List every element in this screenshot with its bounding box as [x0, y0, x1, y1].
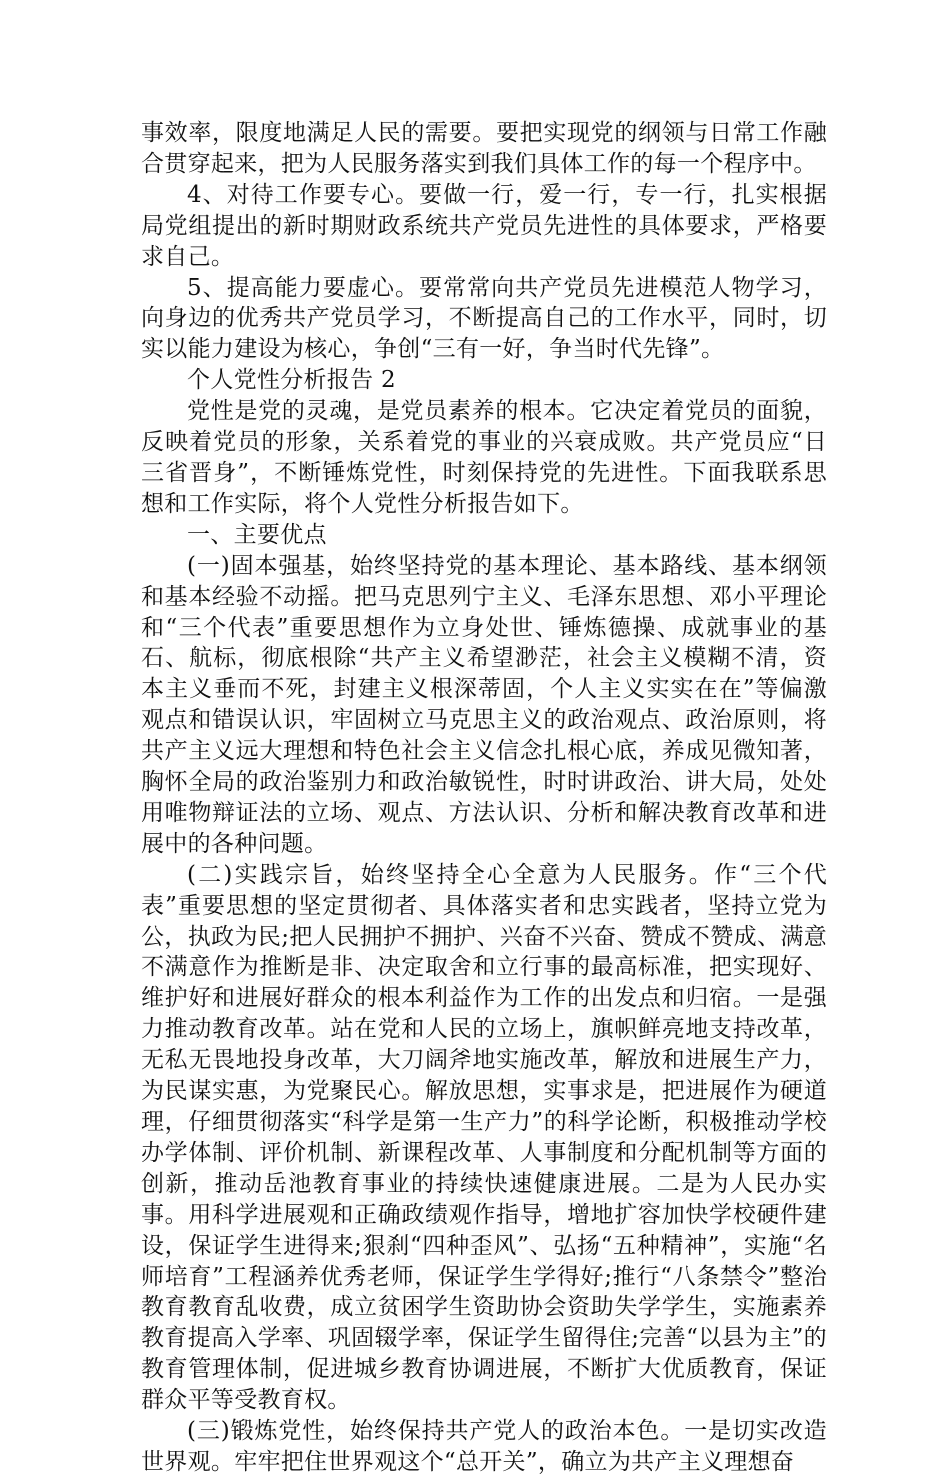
paragraph-point-5: 5、提高能力要虚心。要常常向共产党员先进模范人物学习，向身边的优秀共产党员学习，不断提高自己的工作水平，同时，切实以能力建设为核心，争创“三有一好，争当时代先锋”。 [141, 274, 827, 363]
paragraph-item-1: (一)固本强基，始终坚持党的基本理论、基本路线、基本纲领和基本经验不动摇。把马克思列宁主义、毛泽东思想、邓小平理论和“三个代表”重要思想作为立身处世、锤炼德操、成就事业的基石、航标，彻底根除“共产主义希望渺茫，社会主义模糊不清，资本主义垂而不死，封建主义根深蒂固，个人主义实实在在”等偏激观点和错误认识，牢固树立马克思主义的政治观点、政治原则，将共产主义远大理想和特色社会主义信念扎根心底，养成见微知著，胸怀全局的政治鉴别力和政治敏锐性，时时讲政治、讲大局，处处用唯物辩证法的立场、观点、方法认识、分析和解决教育改革和进展中的各种问题。 [141, 552, 827, 857]
report-title: 个人党性分析报告 2 [187, 367, 396, 394]
section-heading-1: 一、主要优点 [187, 521, 327, 548]
paragraph-continuation: 事效率，限度地满足人民的需要。要把实现党的纲领与日常工作融合贯穿起来，把为人民服务落实到我们具体工作的每一个程序中。 [141, 120, 827, 177]
paragraph-item-3: (三)锻炼党性，始终保持共产党人的政治本色。一是切实改造世界观。牢牢把住世界观这个“总开关”，确立为共产主义理想奋 [141, 1418, 827, 1475]
document-page [141, 118, 827, 1478]
paragraph-item-2: (二)实践宗旨，始终坚持全心全意为人民服务。作“三个代表”重要思想的坚定贯彻者、具体落实者和忠实践者，坚持立党为公，执政为民;把人民拥护不拥护、兴奋不兴奋、赞成不赞成、满意不满意作为推断是非、决定取舍和立行事的最高标准，把实现好、维护好和进展好群众的根本利益作为工作的出发点和归宿。一是强力推动教育改革。站在党和人民的立场上，旗帜鲜亮地支持改革，无私无畏地投身改革，大刀阔斧地实施改革，解放和进展生产力，为民谋实惠，为党聚民心。解放思想，实事求是，把进展作为硬道理，仔细贯彻落实“科学是第一生产力”的科学论断，积极推动学校办学体制、评价机制、新课程改革、人事制度和分配机制等方面的创新，推动岳池教育事业的持续快速健康进展。二是为人民办实事。用科学进展观和正确政绩观作指导，增地扩容加快学校硬件建设，保证学生进得来;狠刹“四种歪风”、弘扬“五种精神”，实施“名师培育”工程涵养优秀老师，保证学生学得好;推行“八条禁令”整治教育教育乱收费，成立贫困学生资助协会资助失学学生，实施素养教育提高入学率、巩固辍学率，保证学生留得住;完善“以县为主”的教育管理体制，促进城乡教育协调进展，不断扩大优质教育，保证群众平等受教育权。 [141, 861, 827, 1414]
paragraph-intro: 党性是党的灵魂，是党员素养的根本。它决定着党员的面貌，反映着党员的形象，关系着党的事业的兴衰成败。共产党员应“日三省晋身”，不断锤炼党性，时刻保持党的先进性。下面我联系思想和工作实际，将个人党性分析报告如下。 [141, 398, 827, 517]
paragraph-point-4: 4、对待工作要专心。要做一行，爱一行，专一行，扎实根据局党组提出的新时期财政系统共产党员先进性的具体要求，严格要求自己。 [141, 181, 827, 270]
